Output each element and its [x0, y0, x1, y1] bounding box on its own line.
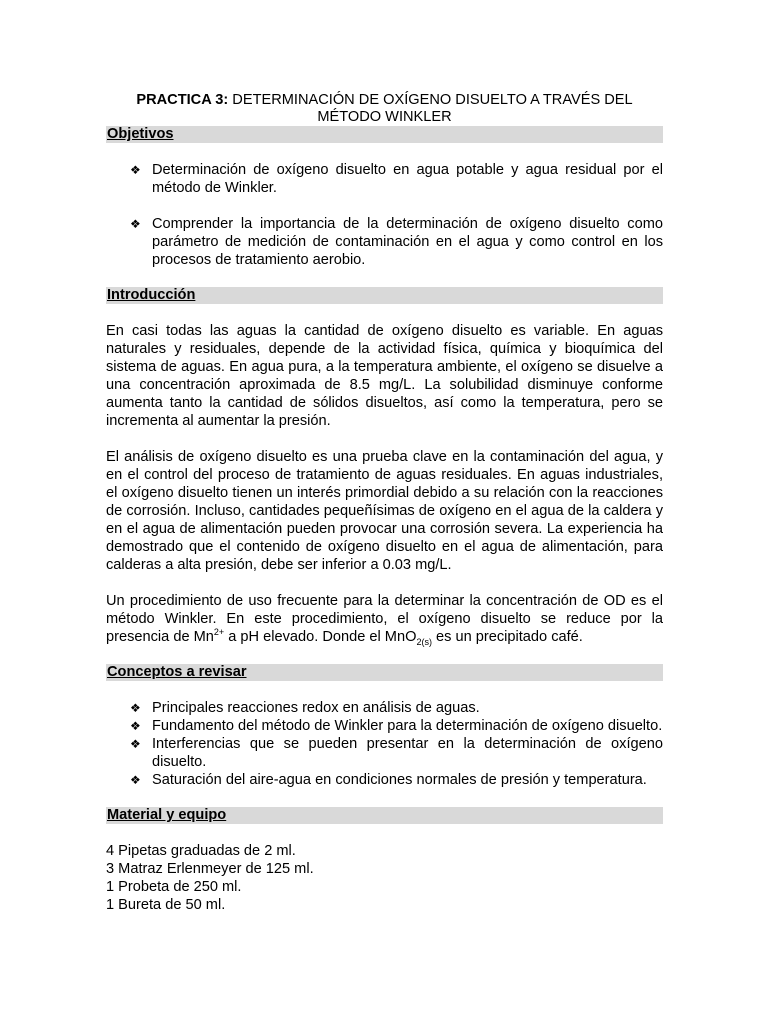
objetivo-text: Comprender la importancia de la determinación de oxígeno disuelto como parámetro de medición de contaminación en el agua y como control en los procesos de tratamiento aerobio.	[152, 216, 663, 268]
bullet-icon: ❖	[130, 163, 141, 177]
page-content	[106, 92, 663, 914]
concepto-text: Saturación del aire-agua en condiciones normales de presión y temperatura.	[152, 772, 647, 788]
title-bold: PRACTICA 3:	[136, 92, 229, 108]
bullet-icon: ❖	[130, 217, 141, 231]
intro-paragraph-3	[106, 592, 663, 646]
material-item: 1 Bureta de 50 ml.	[106, 897, 226, 913]
section-material-heading: Material y equipo	[106, 807, 663, 824]
section-conceptos-heading: Conceptos a revisar	[106, 664, 663, 681]
section-introduccion-heading: Introducción	[106, 287, 663, 304]
intro-paragraph-1: En casi todas las aguas la cantidad de oxígeno disuelto es variable. En aguas naturales y residuales, depende de la actividad física, química y bioquímica del sistema de aguas. En agua pura, a la temperatura ambiente, el oxígeno se disuelve a una concentración aproximada de 8.5 mg/L. La solubilidad disminuye conforme aumenta tanto la cantidad de sólidos disueltos, así como la temperatura, pero se incrementa al aumentar la presión.	[106, 323, 663, 429]
list-item	[106, 699, 663, 717]
objetivo-text: Determinación de oxígeno disuelto en agua potable y agua residual por el método de Winkler.	[152, 162, 663, 196]
p3-superscript: 2+	[213, 627, 225, 638]
concepto-text: Fundamento del método de Winkler para la determinación de oxígeno disuelto.	[152, 718, 663, 734]
bullet-icon: ❖	[130, 719, 141, 733]
concepto-text: Interferencias que se pueden presentar en la determinación de oxígeno disuelto.	[152, 736, 663, 770]
p3-text-b: a pH elevado. Donde el MnO	[224, 629, 417, 645]
intro-paragraph-2: El análisis de oxígeno disuelto es una prueba clave en la contaminación del agua, y en el control del proceso de tratamiento de aguas residuales. En aguas industriales, el oxígeno disuelto tienen un interés primordial debido a su relación con la reacciones de corrosión. Incluso, cantidades pequeñísimas de oxígeno en el agua de la caldera y en el agua de alimentación pueden provocar una corrosión severa. La experiencia ha demostrado que el contenido de oxígeno disuelto en el agua de alimentación, para calderas a alta presión, debe ser inferior a 0.03 mg/L.	[106, 449, 663, 573]
material-item: 3 Matraz Erlenmeyer de 125 ml.	[106, 861, 314, 877]
p3-text-a: Un procedimiento de uso frecuente para la determinar la concentración de OD es el método Winkler. En este procedimiento, el oxígeno disuelto se reduce por la presencia de Mn	[106, 593, 663, 645]
page-title	[106, 92, 663, 126]
material-item: 1 Probeta de 250 ml.	[106, 879, 242, 895]
list-item	[106, 161, 663, 197]
objetivos-list	[106, 161, 663, 269]
list-item	[106, 215, 663, 269]
bullet-icon: ❖	[130, 737, 141, 751]
concepto-text: Principales reacciones redox en análisis de aguas.	[152, 700, 480, 716]
material-item: 4 Pipetas graduadas de 2 ml.	[106, 843, 296, 859]
p3-text-c: es un precipitado café.	[431, 629, 583, 645]
bullet-icon: ❖	[130, 773, 141, 787]
list-item	[106, 771, 663, 789]
title-rest: DETERMINACIÓN DE OXÍGENO DISUELTO A TRAVÉS DEL MÉTODO WINKLER	[232, 92, 633, 125]
section-objetivos-heading: Objetivos	[106, 126, 663, 143]
list-item	[106, 717, 663, 735]
conceptos-list	[106, 699, 663, 789]
material-list	[106, 842, 663, 914]
p3-subscript: 2(s)	[416, 636, 432, 647]
list-item	[106, 735, 663, 771]
bullet-icon: ❖	[130, 701, 141, 715]
